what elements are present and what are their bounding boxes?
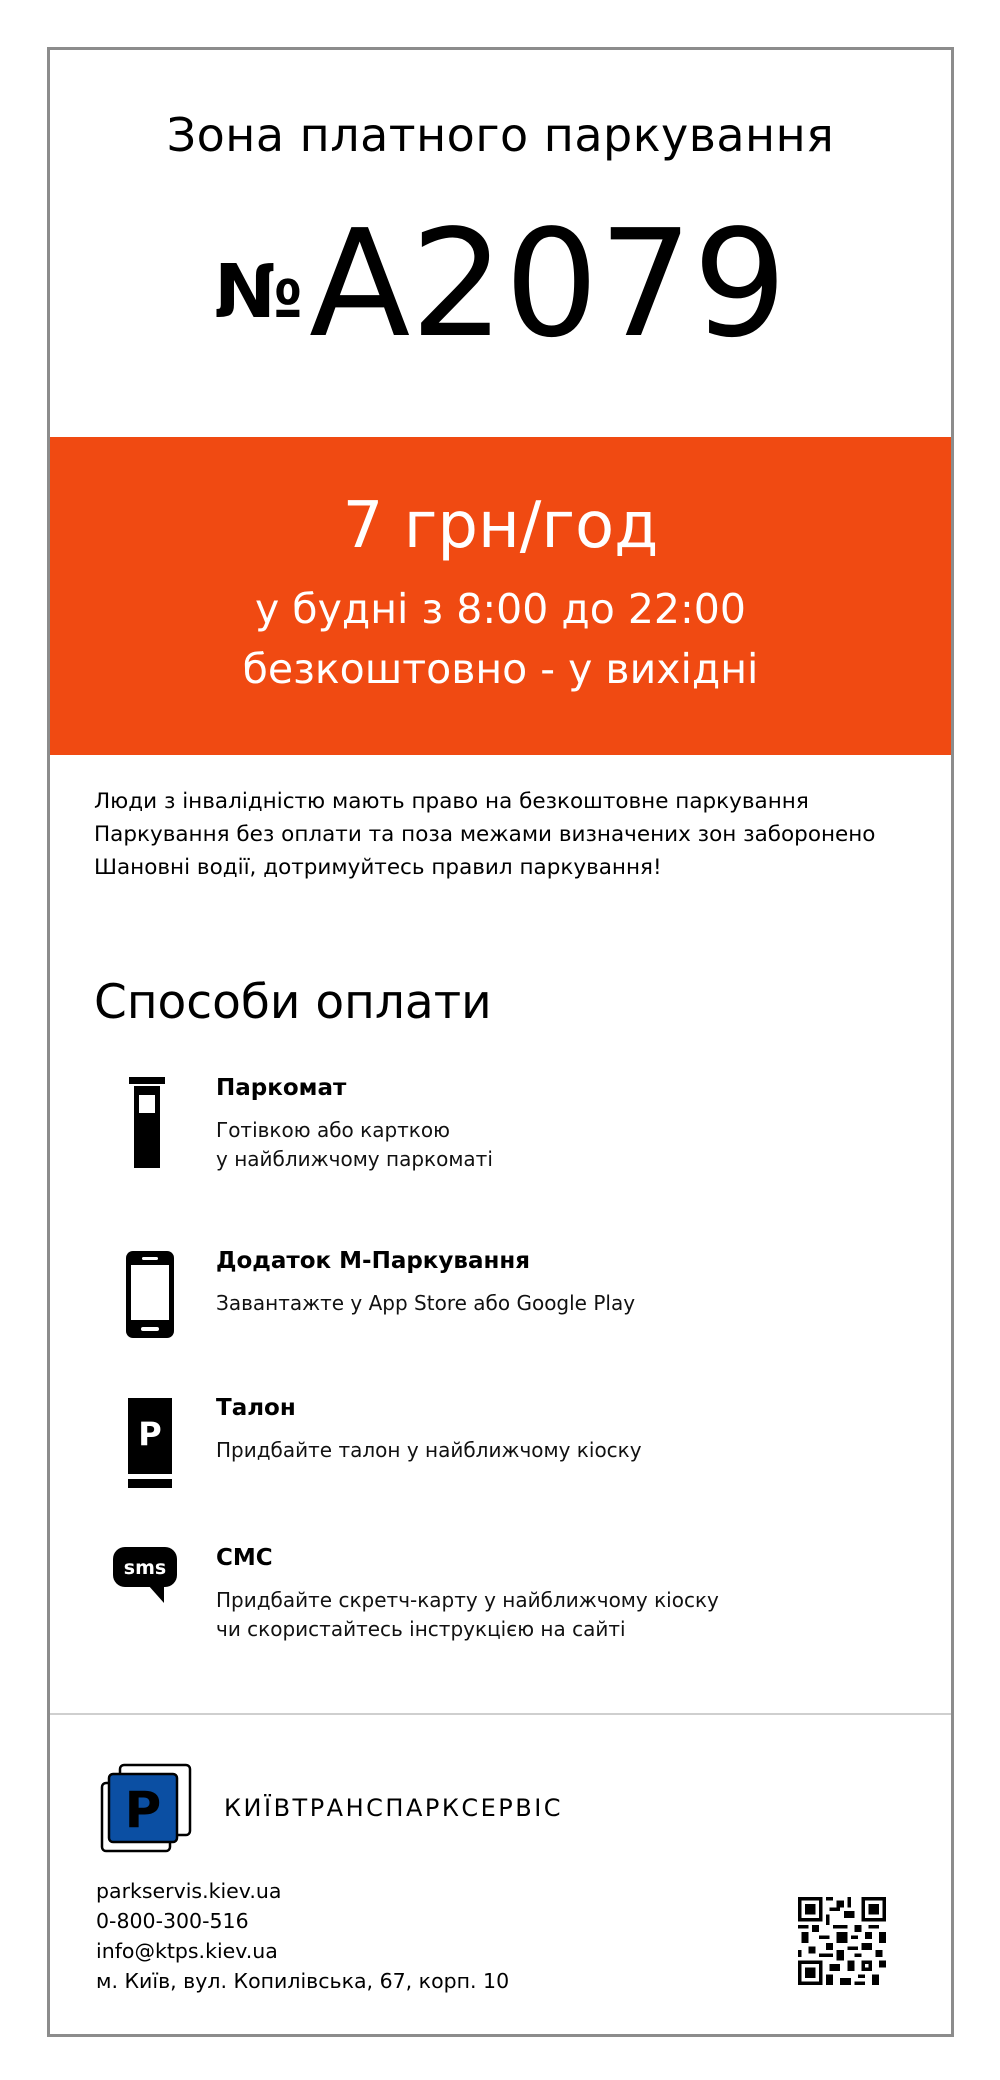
method-description (216, 1116, 493, 1174)
method-description-line: Придбайте скретч-карту у найближчому кіоску (216, 1588, 719, 1612)
phone-number[interactable]: 0-800-300-516 (96, 1909, 249, 1933)
smartphone-icon (108, 1248, 188, 1348)
method-description-line: Придбайте талон у найближчому кіоску (216, 1438, 642, 1462)
parking-ticket-icon (108, 1395, 188, 1495)
contact-info (96, 1876, 509, 1996)
tariff-weekends: безкоштовно - у вихідні (242, 645, 759, 693)
tariff-weekdays: у будні з 8:00 до 22:00 (255, 585, 746, 633)
method-description (216, 1586, 719, 1644)
email-link[interactable]: info@ktps.kiev.ua (96, 1939, 278, 1963)
sms-bubble-icon (108, 1545, 188, 1645)
rules-text (94, 785, 875, 884)
method-description (216, 1289, 635, 1318)
website-link[interactable]: parkservis.kiev.ua (96, 1879, 282, 1903)
rule-line: Шановні водії, дотримуйтесь правил паркування! (94, 855, 662, 880)
method-title: Паркомат (216, 1075, 347, 1101)
payment-method-sms (108, 1545, 908, 1655)
method-title: СМС (216, 1545, 273, 1571)
rule-line: Люди з інвалідністю мають право на безкоштовне паркування (94, 789, 809, 814)
method-title: Додаток М-Паркування (216, 1248, 531, 1274)
sign-title: Зона платного паркування (166, 108, 835, 162)
method-title: Талон (216, 1395, 296, 1421)
method-description-line: Готівкою або карткою (216, 1118, 450, 1142)
logo-p-letter: P (124, 1781, 162, 1839)
payment-methods-title: Способи оплати (94, 975, 492, 1030)
payment-method-app (108, 1248, 908, 1358)
ticket-p-letter: P (138, 1415, 162, 1453)
method-description (216, 1436, 642, 1465)
zone-number-value: А2079 (309, 198, 787, 370)
zone-number (50, 198, 951, 370)
company-name: КИЇВТРАНСПАРКСЕРВІС (224, 1794, 564, 1822)
company-logo (100, 1763, 194, 1855)
parking-zone-sign (47, 47, 954, 2037)
tariff-banner (50, 437, 951, 755)
method-description-line: Завантажте у App Store або Google Play (216, 1291, 636, 1315)
tariff-price: 7 грн/год (342, 489, 659, 563)
method-description-line: у найближчому паркоматі (216, 1147, 493, 1171)
footer-divider (50, 1713, 951, 1715)
qr-code[interactable] (798, 1897, 886, 1985)
address: м. Київ, вул. Копилівська, 67, корп. 10 (96, 1969, 510, 1993)
method-description-line: чи скористайтесь інструкцією на сайті (216, 1617, 626, 1641)
parking-meter-icon (108, 1075, 188, 1175)
rule-line: Паркування без оплати та поза межами визначених зон заборонено (94, 822, 876, 847)
sms-label: sms (123, 1557, 167, 1579)
number-sign: № (214, 249, 304, 335)
payment-method-ticket (108, 1395, 908, 1505)
payment-method-meter (108, 1075, 908, 1185)
